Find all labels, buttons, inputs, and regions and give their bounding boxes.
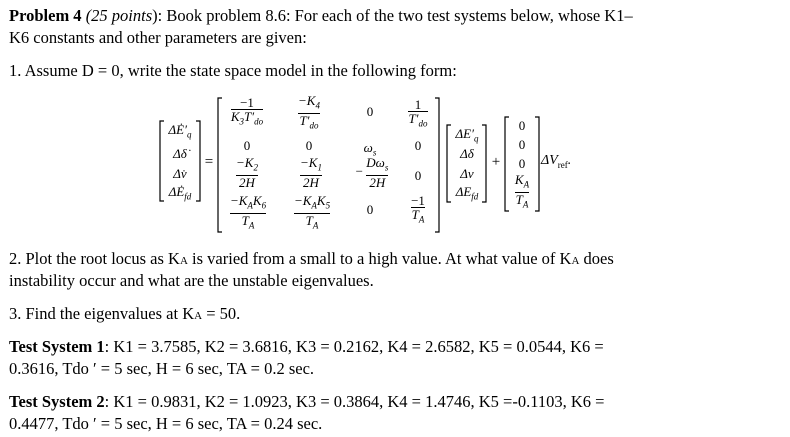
a33-den: 2H [366,175,388,189]
test-system-1-params-a: : K1 = 3.7585, K2 = 3.6816, K3 = 0.2162, K4 = 2.6582, K5 = 0.0544, K6 = [104,337,604,356]
a31-num-k: −K [236,155,254,170]
a32-num-k: −K [300,155,318,170]
a12-den-t: T′ [299,112,310,128]
a23-omega: ω [363,140,373,155]
lhs-sub-1: q [186,129,192,140]
state-efd: $\Delta E_{fd}$ [455,184,479,202]
problem-intro: ): Book problem 8.6: For each of the two test systems below, whose K1– [152,6,633,25]
a11 [222,96,272,129]
a42-num: $-K_AK_5$ [293,193,331,211]
vref-period: . [567,153,572,168]
lhs-v-dot: Δv̇ [173,166,187,181]
a11-den-k: K [230,109,240,124]
b1: 0 [518,118,526,133]
a44-num: −1 [411,193,425,208]
item-3-sub-a: A [194,310,203,322]
a33-minus: − [355,163,363,179]
a41 [222,194,274,232]
item-2-line-1 [9,249,614,271]
item-2-sub-a1: A [179,255,188,267]
a41-num-k: −K [229,193,248,208]
test-system-1-line-2: 0.3616, Tdo ′ = 5 sec, H = 6 sec, TA = 0.2 sec. [9,359,315,378]
a31 [226,156,268,189]
lhs-efd-dot [162,184,198,202]
a33-num: $D\omega_s$ [366,155,389,173]
a42-den-t: T [305,212,313,228]
a41-num: $-K_AK_6$ [229,193,267,211]
state-1: ΔE′ [455,126,474,141]
problem-intro-2: K6 constants and other parameters are given: [9,28,307,47]
a14-den-t: T′ [408,111,419,126]
a31-den: 2H [236,175,258,189]
item-2-text-a: 2. Plot the root locus as K [9,249,180,268]
a14-num: 1 [414,97,422,112]
problem-header [9,6,633,26]
vref-sub: ref [557,159,568,170]
lhs-delta-dot: Δδ̇ [173,146,187,161]
a21: 0 [243,138,251,153]
vref-input [541,153,613,170]
problem-points: (25 points [85,6,153,25]
a44-den-t: T [411,207,419,222]
item-2-sub-a2: A [571,255,580,267]
b4-num: $K_A$ [514,172,530,190]
a12-num-k: −K [298,93,316,108]
a32-den: 2H [300,175,322,189]
item-1: 1. Assume D = 0, write the state space model in the following form: [9,61,457,80]
a13: 0 [366,104,374,119]
b4-den: $T_A$ [515,191,529,210]
item-2-line-2: instability occur and what are the unstable eigenvalues. [9,271,374,290]
state-4: ΔE [455,184,472,199]
state-space-equation [0,90,790,240]
b3: 0 [518,156,526,171]
a14-den: $T'_{do}$ [408,111,428,129]
a11-num: −1 [240,95,254,110]
b2: 0 [518,137,526,152]
lhs-eq-dot [162,122,198,140]
a33-num-d: Dω [366,155,385,170]
b4-num-k: K [514,172,524,187]
plus-sign: + [491,154,501,170]
a22: 0 [305,138,313,153]
item-3 [9,304,240,326]
b4-den-t: T [515,191,523,207]
item-3-text-a: 3. Find the eigenvalues at K [9,304,195,323]
a41-den-t: T [241,212,249,228]
lhs-label-4: ΔĖ [168,184,185,199]
vref-label: ΔV [541,153,558,168]
problem-title: Problem 4 [9,6,82,25]
a33 [348,156,396,189]
a24: 0 [414,138,422,153]
a12-den: $T'_{do}$ [299,112,319,131]
state-eq: $\Delta E'_q$ [455,126,479,144]
test-system-2-line-2: 0.4477, Tdo ′ = 5 sec, H = 6 sec, TA = 0.24 sec. [9,414,323,433]
state-v: Δv [460,166,474,181]
a23: $\omega_s$ [363,140,377,158]
a12-num: $-K_4$ [298,93,320,111]
test-system-2-label: Test System 2 [9,392,105,411]
test-system-2-line-1 [9,392,604,412]
a11-den: $K_3T'_{do}$ [230,109,264,127]
a32 [290,156,332,189]
a34: 0 [414,168,422,183]
item-3-text-b: = 50. [202,304,241,323]
b4 [508,173,536,211]
a43: 0 [366,202,374,217]
a31-num: $-K_2$ [236,155,258,173]
test-system-1-label: Test System 1 [9,337,105,356]
a41-den: $T_A$ [230,213,266,233]
lhs-sub-4: fd [184,191,192,202]
a44-den: $T_A$ [411,207,425,225]
a42-num-k: −K [293,193,312,208]
lhs-label-1: ΔĖ′ [168,122,187,137]
a12 [288,94,330,132]
state-delta: Δδ [460,146,474,161]
test-system-1-line-1 [9,337,604,357]
test-system-2-params-a: : K1 = 0.9831, K2 = 1.0923, K3 = 0.3864, K4 = 1.4746, K5 =-0.1103, K6 = [104,392,605,411]
a32-num: $-K_1$ [300,155,322,173]
item-2-text-b: is varied from a small to a high value. At what value of K [187,249,572,268]
equals-sign: = [204,154,214,170]
a14 [403,98,433,131]
item-2-text-c: does [579,249,614,268]
a42 [286,194,338,232]
a44 [403,194,433,227]
a42-den: $T_A$ [294,213,330,233]
